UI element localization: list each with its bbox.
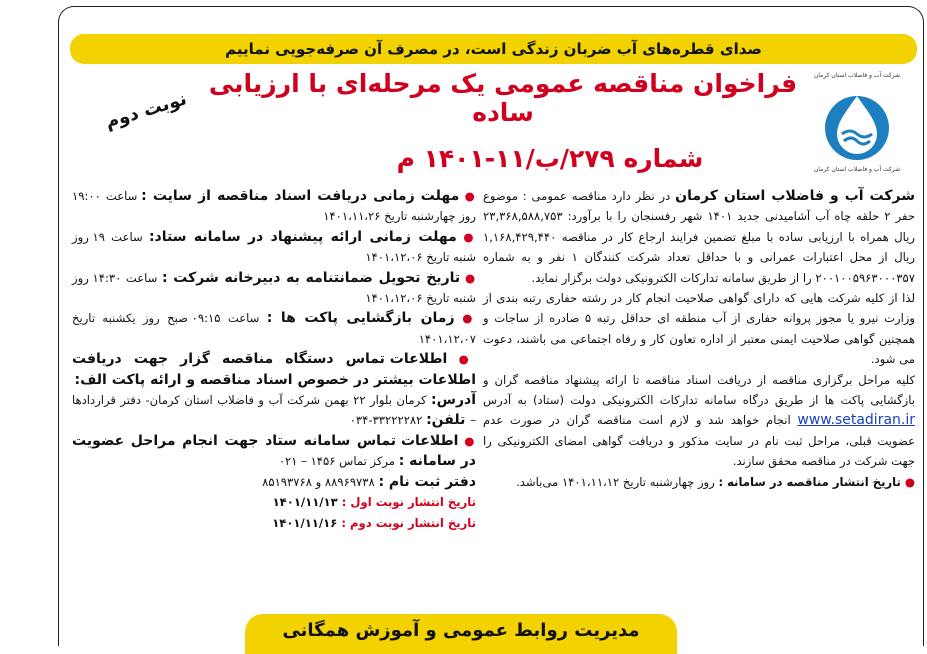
eligibility-paragraph: لذا از کلیه شرکت هایی که دارای گواهی صلاحیت انجام کار در رشته حفاری رتبه بندی از وزارت نیرو یا مجوز پروانه حفاری از آب منطقه ای حداقل رتبه ۵ صادره از ساجات و همچنین گواهی صلاحیت ایمنی معتبر از اداره تعاون کار و رفاه اجتماعی می باشند، دعوت می شود. — [483, 291, 915, 367]
publish-date-paragraph — [483, 472, 915, 492]
left-column — [72, 186, 476, 533]
office-label: دفتر ثبت نام : — [378, 473, 476, 490]
process-paragraph — [483, 370, 915, 472]
company-logo — [802, 68, 912, 180]
bullet-icon: ● — [900, 474, 915, 489]
right-column — [483, 186, 915, 492]
publish-value: روز چهارشنبه تاریخ ۱۴۰۱،۱۱،۱۲ می‌باشد. — [516, 474, 719, 489]
bullet-icon: ● — [459, 189, 477, 203]
address-line — [72, 390, 476, 431]
first-publication — [72, 492, 476, 512]
item3-value: ساعت ۱۴:۳۰ روز شنبه تاریخ ۱۴۰۱،۱۲،۰۶ — [72, 270, 476, 306]
second-value: ۱۴۰۱/۱۱/۱۶ — [272, 515, 342, 530]
bullet-icon: ● — [456, 229, 476, 244]
item5-label: اطلاعات تماس دستگاه مناقصه گزار جهت دریافت اطلاعات بیشتر در خصوص اسناد مناقصه و ارائه پاکت الف: — [72, 351, 476, 388]
footer-text: مدیریت روابط عمومی و آموزش همگانی — [282, 619, 640, 641]
logo-caption-bottom: شرکت آب و فاضلاب استان کرمان — [813, 166, 901, 173]
company-name: شرکت آب و فاضلاب استان کرمان — [675, 188, 915, 204]
notice-title: فراخوان مناقصه عمومی یک مرحله‌ای با ارزیابی ساده — [208, 69, 798, 127]
process-text-a: کلیه مراحل برگزاری مناقصه از دریافت اسناد مناقصه تا ارائه پیشنهاد مناقصه گران و بازگشایی پاکت ها از طریق درگاه سامانه تدارکات الکترونیکی دولت (ستاد) به آدرس — [483, 372, 915, 408]
water-drop-icon — [822, 90, 892, 162]
bullet-icon: ● — [454, 311, 477, 326]
opening-time — [72, 308, 476, 349]
item4-label: زمان بازگشایی پاکت ها : — [266, 310, 455, 327]
contact-organizer — [72, 349, 476, 390]
setadiran-link[interactable]: www.setadiran.ir — [797, 412, 915, 429]
second-label: تاریخ انتشار نوبت دوم : — [341, 515, 476, 530]
contact-setad — [72, 431, 476, 472]
publish-label: تاریخ انتشار مناقصه در سامانه : — [718, 474, 901, 489]
process-text-b: انجام خواهد شد و لازم است مناقصه گران در صورت عدم عضویت قبلی، مراحل ثبت نام در سایت مذکور و دریافت گواهی امضای الکترونیکی را جهت شرکت در مناقصه محقق سازند. — [483, 413, 915, 469]
item6-label: اطلاعات تماس سامانه ستاد جهت انجام مراحل عضویت در سامانه : — [72, 432, 476, 470]
deadline-documents — [72, 186, 476, 227]
slogan-text: صدای قطره‌های آب ضربان زندگی است، در مصرف آن صرفه‌جویی نماییم — [225, 40, 762, 58]
bullet-icon: ● — [460, 270, 477, 285]
phone-label: تلفن: — [426, 412, 471, 429]
office-value: ۸۸۹۶۹۷۳۸ و ۸۵۱۹۳۷۶۸ — [262, 474, 379, 489]
first-label: تاریخ انتشار نوبت اول : — [341, 495, 476, 510]
intro-paragraph — [483, 186, 915, 288]
item2-value: ساعت ۱۹ روز شنبه تاریخ ۱۴۰۱،۱۲،۰۶ — [72, 229, 476, 265]
bullet-icon: ● — [458, 433, 477, 448]
registration-office — [72, 472, 476, 492]
slogan-banner — [70, 34, 917, 64]
item4-value: ساعت ۰۹:۱۵ صبح روز یکشنبه تاریخ ۱۴۰۱،۱۲،۰۷ — [72, 311, 476, 346]
item3-label: تاریخ تحویل ضمانتنامه به دبیرخانه شرکت : — [161, 269, 461, 286]
item2-label: مهلت زمانی ارائه پیشنهاد در سامانه ستاد: — [148, 228, 457, 245]
second-publication — [72, 513, 476, 533]
publication-round: نوبت دوم — [102, 88, 190, 133]
item1-label: مهلت زمانی دریافت اسناد مناقصه از سایت : — [141, 188, 460, 204]
deadline-proposal — [72, 227, 476, 268]
bullet-icon: ● — [447, 352, 476, 367]
address-value: کرمان بلوار ۲۲ بهمن شرکت آب و فاضلاب استان کرمان- دفتر قراردادها – — [72, 393, 476, 428]
item6-value: مرکز تماس ۱۴۵۶ – ۰۲۱ — [278, 454, 399, 469]
guarantee-delivery — [72, 268, 476, 309]
first-value: ۱۴۰۱/۱۱/۱۳ — [272, 495, 342, 510]
tender-number: شماره ۲۷۹/ب/۱۱-۱۴۰۱ م — [396, 143, 704, 173]
logo-caption-top: شرکت آب و فاضلاب استان کرمان — [813, 72, 901, 79]
phone-value: ۳۳۲۲۲۲۸۲-۰۳۴ — [349, 413, 423, 428]
footer-banner — [245, 614, 677, 654]
address-label: آدرس: — [431, 392, 476, 409]
item1-value: ساعت ۱۹:۰۰ روز چهارشنبه تاریخ ۱۴۰۱،۱۱،۲۶ — [72, 189, 476, 224]
intro-text: در نظر دارد مناقصه عمومی : موضوع حفر ۲ حلقه چاه آب آشامیدنی جدید ۱۴۰۱ شهر رفسنجان را با برآورد: ۲۳,۳۶۸,۵۸۸,۷۵۳ ریال همراه با ارزیابی ساده با مبلغ تضمین فرایند ارجاع کار در مناقصه ۱,۱۶۸,۴۲۹,۴۴۰ ریال از محل اعتبارات عمرانی و با حداقل تعداد شرکت کنندگان ۱ نفر و به شماره ۲۰۰۱۰۰۵۹۶۳۰۰۰۳۵۷ را از طریق سامانه تدارکات الکترونیکی دولت برگزار نماید. — [483, 189, 915, 285]
